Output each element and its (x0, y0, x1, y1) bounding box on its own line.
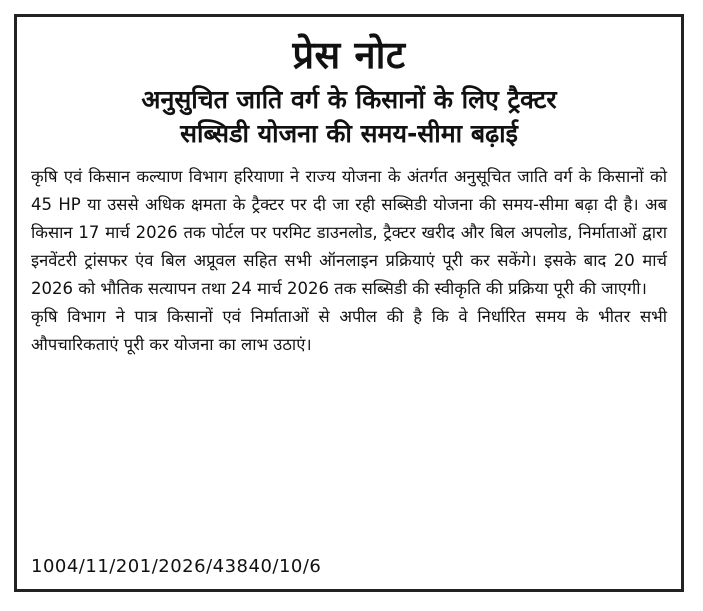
body-paragraph-1: कृषि एवं किसान कल्याण विभाग हरियाणा ने राज्य योजना के अंतर्गत अनुसूचित जाति वर्ग के किसानों को 45 HP या उससे अधिक क्षमता के ट्रैक्टर पर दी जा रही सब्सिडी योजना की समय-सीमा बढ़ा दी है। अब किसान 17 मार्च 2026 तक पोर्टल पर परमिट डाउनलोड, ट्रैक्टर खरीद और बिल अपलोड, निर्माताओं द्वारा इनवेंटरी ट्रांसफर एंव बिल अप्रूवल सहित सभी ऑनलाइन प्रक्रियाएं पूरी कर सकेंगे। इसके बाद 20 मार्च 2026 को भौतिक सत्यापन तथा 24 मार्च 2026 तक सब्सिडी की स्वीकृति की प्रक्रिया पूरी की जाएगी। (31, 167, 667, 298)
headline-line-1: अनुसुचित जाति वर्ग के किसानों के लिए ट्रैक्टर (141, 85, 557, 114)
press-note-frame (14, 14, 684, 592)
press-note-title: प्रेस नोट (292, 33, 406, 77)
headline-line-2: सब्सिडी योजना की समय-सीमा बढ़ाई (180, 119, 518, 148)
body-paragraph-2: कृषि विभाग ने पात्र किसानों एवं निर्माताओं से अपील की है कि वे निर्धारित समय के भीतर सभी औपचारिकताएं पूरी कर योजना का लाभ उठाएं। (31, 307, 667, 354)
press-note-headline (31, 83, 667, 151)
reference-number: 1004/11/201/2026/43840/10/6 (31, 556, 322, 577)
